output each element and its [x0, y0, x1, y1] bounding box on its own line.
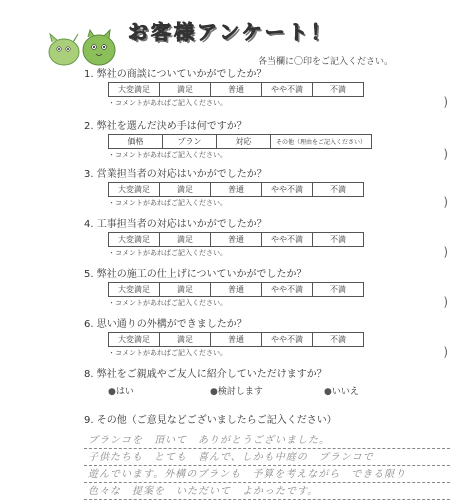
option-cell[interactable]: 満足	[160, 233, 211, 247]
option-consider[interactable]: ●検討します	[210, 387, 263, 397]
comment-field[interactable]	[108, 247, 448, 259]
writing-line	[84, 432, 450, 449]
question-title: 4. 工事担当者の対応はいかがでしたか？	[84, 219, 267, 230]
comment-label: ・コメントがあればご記入ください。	[108, 349, 227, 357]
comment-close-paren: )	[443, 345, 448, 359]
question-5	[84, 268, 464, 309]
question-8	[84, 368, 464, 398]
writing-line	[84, 449, 450, 466]
option-cell[interactable]: 満足	[160, 333, 211, 347]
question-title: 1. 弊社の商談についていかがでしたか？	[84, 69, 267, 80]
option-cell[interactable]: 普通	[211, 233, 262, 247]
question-title: 9. その他（ご意見などございましたらご記入ください）	[84, 415, 337, 426]
options-table	[108, 182, 364, 197]
comment-label: ・コメントがあればご記入ください。	[108, 249, 227, 257]
option-cell[interactable]: 普通	[211, 183, 262, 197]
option-cell[interactable]: 大変満足	[109, 83, 160, 97]
comment-close-paren: )	[443, 147, 448, 161]
question-title: 6. 思い通りの外構ができましたか？	[84, 319, 247, 330]
option-cell[interactable]: 価格	[109, 135, 163, 149]
option-cell[interactable]: 不満	[313, 233, 364, 247]
handwritten-text: 遊んでいます。外構のプランも 予算を考えながら できる限り	[88, 469, 407, 480]
free-comment-area[interactable]	[84, 432, 450, 500]
option-cell[interactable]: 不満	[313, 283, 364, 297]
option-cell[interactable]: 大変満足	[109, 183, 160, 197]
option-yes[interactable]: ●はい	[108, 387, 134, 397]
option-cell[interactable]: 大変満足	[109, 233, 160, 247]
option-cell[interactable]: やや不満	[262, 333, 313, 347]
question-9	[84, 414, 464, 427]
comment-field[interactable]	[108, 197, 448, 209]
question-title: 8. 弊社をご親戚やご友人に紹介していただけますか？	[84, 369, 327, 380]
option-cell[interactable]: 満足	[160, 183, 211, 197]
option-cell[interactable]: 対応	[217, 135, 271, 149]
option-cell[interactable]: 満足	[160, 83, 211, 97]
question-6	[84, 318, 464, 359]
handwritten-text: 色々な 提案を いただいて よかったです。	[88, 486, 319, 497]
options-table	[108, 134, 372, 149]
options-table	[108, 232, 364, 247]
question-title: 5. 弊社の施工の仕上げについていかがでしたか？	[84, 269, 307, 280]
radio-dot-icon: ●	[108, 387, 116, 397]
comment-field[interactable]	[108, 297, 448, 309]
comment-label: ・コメントがあればご記入ください。	[108, 151, 227, 159]
handwritten-text: ブランコを 頂いて ありがとうございました。	[88, 435, 330, 446]
instruction-text: 各当欄に〇印をご記入ください。	[258, 57, 394, 67]
comment-close-paren: )	[443, 195, 448, 209]
option-cell[interactable]: やや不満	[262, 283, 313, 297]
survey-title: お客様アンケート！	[128, 20, 334, 44]
question-title: 3. 営業担当者の対応はいかがでしたか？	[84, 169, 267, 180]
option-cell[interactable]: 大変満足	[109, 283, 160, 297]
option-cell-other[interactable]: その他（理由をご記入ください）	[271, 135, 372, 149]
comment-close-paren: )	[443, 245, 448, 259]
option-cell[interactable]: 普通	[211, 83, 262, 97]
option-cell[interactable]: 普通	[211, 283, 262, 297]
option-cell[interactable]: 不満	[313, 333, 364, 347]
comment-label: ・コメントがあればご記入ください。	[108, 199, 227, 207]
writing-line	[84, 483, 450, 500]
options-table	[108, 282, 364, 297]
question-title: 2. 弊社を選んだ決め手は何ですか？	[84, 121, 247, 132]
option-cell[interactable]: やや不満	[262, 83, 313, 97]
writing-line	[84, 466, 450, 483]
options-table	[108, 82, 364, 97]
radio-dot-icon: ●	[324, 387, 332, 397]
comment-label: ・コメントがあればご記入ください。	[108, 99, 227, 107]
mascot-illustration	[44, 28, 122, 70]
question-3	[84, 168, 464, 209]
comment-close-paren: )	[443, 95, 448, 109]
option-cell[interactable]: プラン	[163, 135, 217, 149]
option-no[interactable]: ●いいえ	[324, 387, 359, 397]
options-table	[108, 332, 364, 347]
option-cell[interactable]: やや不満	[262, 233, 313, 247]
option-cell[interactable]: やや不満	[262, 183, 313, 197]
handwritten-text: 子供たちも とても 喜んで、しかも中庭の ブランコで	[88, 452, 374, 463]
yes-no-options	[108, 384, 464, 398]
option-cell[interactable]: 不満	[313, 183, 364, 197]
option-cell[interactable]: 大変満足	[109, 333, 160, 347]
comment-field[interactable]	[108, 97, 448, 109]
comment-close-paren: )	[443, 295, 448, 309]
question-4	[84, 218, 464, 259]
comment-field[interactable]	[108, 347, 448, 359]
option-cell[interactable]: 不満	[313, 83, 364, 97]
comment-label: ・コメントがあればご記入ください。	[108, 299, 227, 307]
comment-field[interactable]	[108, 149, 448, 161]
radio-dot-icon: ●	[210, 387, 218, 397]
option-cell[interactable]: 普通	[211, 333, 262, 347]
question-2	[84, 120, 464, 161]
option-cell[interactable]: 満足	[160, 283, 211, 297]
question-1	[84, 68, 464, 109]
